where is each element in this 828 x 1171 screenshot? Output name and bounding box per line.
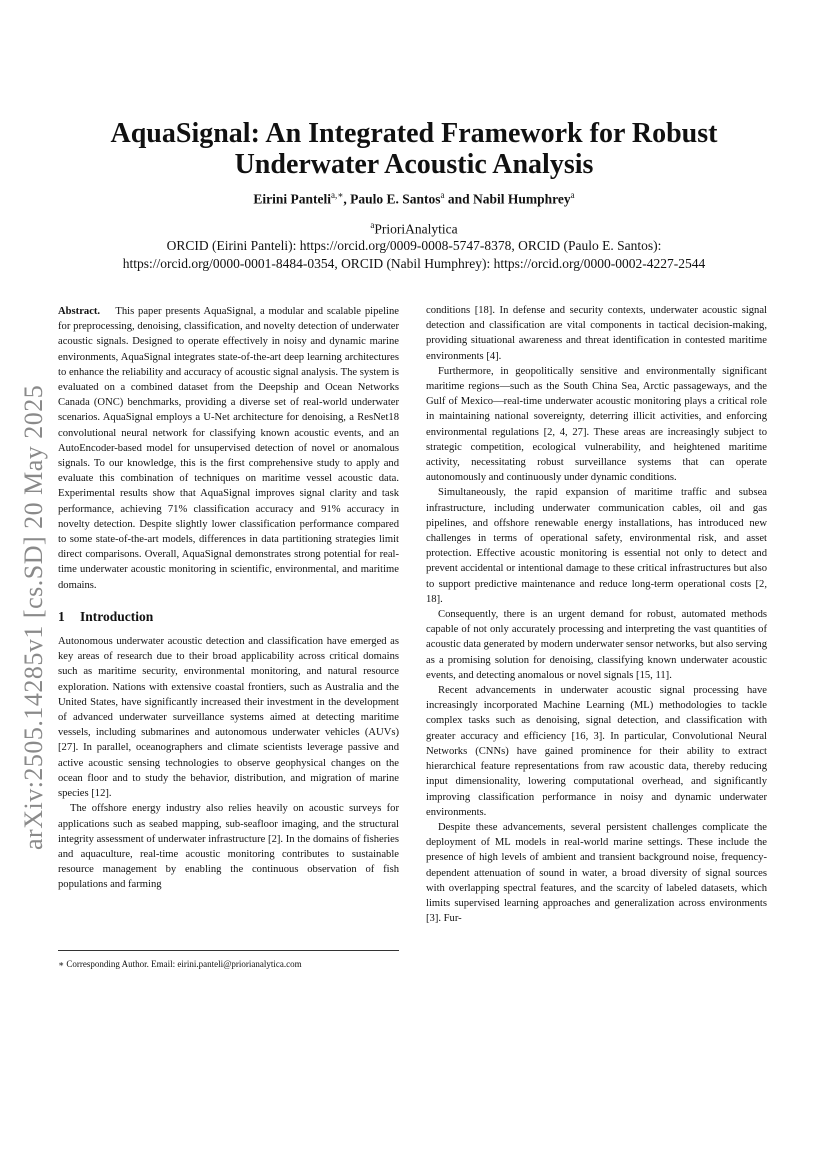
- footnote-divider: [58, 950, 399, 951]
- author-name: Paulo E. Santos: [350, 191, 441, 207]
- body-paragraph: Simultaneously, the rapid expansion of maritime traffic and subsea infrastructure, including underwater communication cables, oil and gas pipelines, and offshore renewable energy installations, has introduced new challenges in terms of operational safety, environmental risk, and asset protection. Effective acoustic monitoring is essential not only to detect and prevent accidental or intentional damage to these critical infrastructures but also to support predictive maintenance and reduce long-term operational costs [2, 18].: [426, 487, 767, 605]
- author-affiliation-mark: a: [440, 190, 445, 200]
- body-paragraph: Autonomous underwater acoustic detection and classification have emerged as key areas of research due to their broad applicability across critical domains such as maritime security, environmental monitoring, and natural resource exploration. Nations with extensive coastal frontiers, such as Australia and the United States, have significantly increased their investment in the development of advanced underwater surveillance systems aimed at detecting maritime vessels, including submarines and autonomous underwater vehicles (AUVs) [27]. In parallel, oceanographers and climate scientists leverage passive and active acoustic sensing technologies to observe geophysical changes on the ocean floor and to study the behavior, distribution, and migration of marine species [12].: [58, 636, 399, 800]
- author-separator: ,: [343, 191, 351, 207]
- abstract-paragraph: [58, 304, 399, 593]
- body-paragraph: Despite these advancements, several persistent challenges complicate the deployment of ML models in real-world marine settings. These include the presence of high levels of ambient and transient background noise, frequency-dependent attenuation of sound in water, a broad diversity of signal sources with overlapping spectral features, and the scarcity of labeled datasets, which limits supervised learning approaches and generalization across environments [3]. Fur-: [426, 821, 767, 925]
- author-name: Eirini Panteli: [253, 191, 331, 207]
- section-title: Introduction: [80, 608, 154, 624]
- author-name: Nabil Humphrey: [473, 191, 571, 207]
- affiliation-mark: a: [370, 220, 375, 230]
- footnote-text: Corresponding Author. Email: eirini.panteli@priorianalytica.com: [64, 959, 302, 969]
- paper-title: [0, 118, 828, 180]
- body-paragraph: Furthermore, in geopolitically sensitive and environmentally significant maritime regions—such as the South China Sea, Arctic passageways, and the Gulf of Mexico—real-time underwater acoustic monitoring plays a critical role in maintaining national sovereignty, deterring illicit activities, and enforcing environmental regulations [2, 4, 27]. These areas are increasingly subject to strategic competition, ecological vulnerability, and heightened maritime activity, necessitating robust surveillance systems that can operate autonomously and continuously under dynamic conditions.: [426, 365, 767, 484]
- abstract-label: Abstract.: [58, 306, 101, 317]
- author-affiliation-mark: a,∗: [330, 190, 344, 200]
- author-separator: and: [444, 191, 474, 207]
- arxiv-sidebar-identifier: [4, 356, 56, 852]
- left-column: [58, 304, 399, 893]
- arxiv-sidebar-svg: [4, 356, 56, 852]
- orcid-block: [56, 237, 772, 273]
- title-line-1: AquaSignal: An Integrated Framework for Robust: [110, 118, 718, 149]
- body-paragraph: conditions [18]. In defense and security contexts, underwater acoustic signal detection and classification are vital components in tactical decision-making, providing situational awareness and threat identification in contested maritime environments [4].: [426, 305, 767, 362]
- orcid-line-1: ORCID (Eirini Panteli): https://orcid.org/0009-0008-5747-8378, ORCID (Paulo E. Santos):: [166, 238, 662, 253]
- body-paragraph: Consequently, there is an urgent demand for robust, automated methods capable of not only accurately processing and interpreting the vast quantities of acoustic data generated by modern underwater sensor networks, but also serving as a promising solution for denoising, classifying known underwater acoustic events, and detecting anomalous or novel signals [15, 11].: [426, 609, 767, 681]
- title-line-2: Underwater Acoustic Analysis: [234, 149, 594, 180]
- body-paragraph: Recent advancements in underwater acoustic signal processing have increasingly incorporated Machine Learning (ML) methodologies to tackle complex tasks such as denoising, signal detection, and classification with greater accuracy and efficiency [16, 3]. In particular, Convolutional Neural Networks (CNNs) have gained prominence for their ability to extract hierarchical feature representations from raw acoustic data, thereby reducing input dimensionality, lowering computational overhead, and significantly improving classification performance in noisy and dynamic underwater environments.: [426, 685, 767, 818]
- footnote: [58, 958, 399, 970]
- right-column: [426, 303, 767, 926]
- body-paragraph: The offshore energy industry also relies heavily on acoustic surveys for applications such as seabed mapping, sub-seafloor imaging, and the structural integrity assessment of underwater infrastructure [2]. In the domains of fisheries and aquaculture, real-time acoustic monitoring contributes to sustainable resource management by enabling the continuous observation of fish populations and farming: [58, 803, 399, 891]
- section-heading-introduction: [58, 609, 399, 624]
- author-affiliation-mark: a: [570, 190, 575, 200]
- orcid-line-2: https://orcid.org/0000-0001-8484-0354, ORCID (Nabil Humphrey): https://orcid.org/0000-0002-4227-2544: [122, 256, 706, 271]
- arxiv-id-text: arXiv:2505.14285v1 [cs.SD] 20 May 2025: [19, 384, 48, 850]
- section-number: 1: [58, 608, 65, 624]
- affiliation-name: PrioriAnalytica: [374, 221, 458, 237]
- author-list: [0, 190, 828, 208]
- footnote-marker: ∗: [58, 959, 65, 969]
- abstract-text: This paper presents AquaSignal, a modular and scalable pipeline for preprocessing, denoising, classification, and novelty detection of underwater acoustic signals. Designed to operate effectively in noisy and dynamic marine environments, AquaSignal integrates state-of-the-art deep learning architectures to enhance the reliability and accuracy of acoustic signal analysis. The system is evaluated on a combined dataset from the Deepship and Ocean Networks Canada (ONC) benchmarks, providing a diverse set of real-world underwater scenarios. AquaSignal employs a U-Net architecture for denoising, a ResNet18 convolutional neural network for classifying known acoustic events, and an AutoEncoder-based model for unsupervised detection of novel or anomalous signals. To our knowledge, this is the first comprehensive study to apply and evaluate this combination of techniques on maritime vessel acoustic data. Experimental results show that AquaSignal improves signal clarity and task performance, achieving 71% classification accuracy and 91% accuracy in novelty detection. Despite slightly lower classification performance compared to some state-of-the-art models, differences in data partitioning strategies limit direct comparisons. Overall, AquaSignal demonstrates strong potential for real-time underwater acoustic monitoring in scientific, environmental, and maritime domains.: [58, 306, 399, 591]
- affiliation: [0, 220, 828, 238]
